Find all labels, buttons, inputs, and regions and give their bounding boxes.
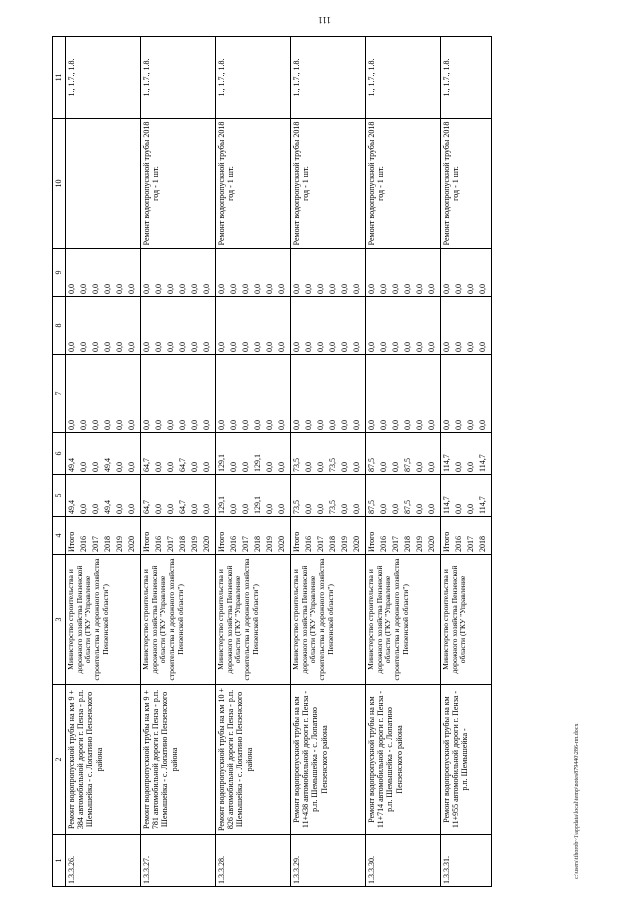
year-cell-value: Итого — [367, 531, 376, 552]
regional-cell-value: 73,5 — [292, 458, 301, 472]
total-cell-value: 129,1 — [217, 496, 226, 514]
regional-cell — [366, 433, 441, 475]
federal-cell-value: 0,0 — [415, 420, 424, 430]
other-cell-value: 0,0 — [367, 284, 376, 294]
regional-cell-value: 0,0 — [415, 462, 424, 472]
regional-cell-value: 0,0 — [202, 462, 211, 472]
total-cell-value: 0,0 — [379, 504, 388, 514]
total-cell-value: 0,0 — [466, 504, 475, 514]
local-cell-value: 0,0 — [454, 342, 463, 352]
federal-cell-value: 0,0 — [340, 420, 349, 430]
year-cell-value: 2017 — [391, 536, 400, 552]
other-cell-value: 0,0 — [328, 284, 337, 294]
year-cell-value: 2017 — [241, 536, 250, 552]
year-cell-value: 2020 — [277, 536, 286, 552]
local-cell-value: 0,0 — [91, 342, 100, 352]
federal-cell — [141, 355, 216, 433]
year-cell — [291, 517, 366, 555]
measure-name: Ремонт водопропускной трубы на км 9 + 384 автомобильной дороги г. Пенза - р.п. Шемышейка - с. Лопатино Пензенского района — [66, 685, 141, 835]
year-cell-value: 2018 — [253, 536, 262, 552]
other-cell-value: 0,0 — [103, 284, 112, 294]
local-cell-value: 0,0 — [190, 342, 199, 352]
regional-cell-value: 0,0 — [304, 462, 313, 472]
total-cell-value: 0,0 — [391, 504, 400, 514]
federal-cell-value: 0,0 — [127, 420, 136, 430]
rotated-page — [52, 0, 597, 895]
year-cell-value: 2018 — [178, 536, 187, 552]
other-cell-value: 0,0 — [142, 284, 151, 294]
year-cell-value: 2017 — [91, 536, 100, 552]
regional-cell-value: 0,0 — [316, 462, 325, 472]
federal-cell-value: 0,0 — [265, 420, 274, 430]
total-cell-value: 0,0 — [127, 504, 136, 514]
federal-cell — [366, 355, 441, 433]
total-cell-value: 0,0 — [340, 504, 349, 514]
result-note: Ремонт водопропускной трубы 2018 год - 1 шт. — [216, 119, 291, 249]
other-cell-value: 0,0 — [202, 284, 211, 294]
row-code: 1.3.3.28. — [216, 835, 291, 887]
file-path-footer: c:\users\tihorob~1\appdata\local\temp\notes879440\286-пп.docx — [574, 723, 580, 879]
local-cell-value: 0,0 — [478, 342, 487, 352]
measure-name: Ремонт водопропускной трубы на км 11+714 автомобильной дороги г. Пенза - р.п. Шемышейка - с. Лопатино Пензенского района — [366, 685, 441, 835]
other-cell — [216, 249, 291, 297]
total-cell-value: 0,0 — [115, 504, 124, 514]
other-cell — [366, 249, 441, 297]
regional-cell-value: 0,0 — [241, 462, 250, 472]
federal-cell-value: 0,0 — [67, 420, 76, 430]
other-cell — [66, 249, 141, 297]
other-cell-value: 0,0 — [178, 284, 187, 294]
federal-cell — [216, 355, 291, 433]
executor: Министерство строительства и дорожного хозяйства Пензенской области (ГКУ "Управление строительства и дорожного хозяйства Пензенской области") — [291, 555, 366, 685]
table-row — [141, 37, 216, 887]
other-cell-value: 0,0 — [241, 284, 250, 294]
year-cell-value: 2016 — [454, 536, 463, 552]
table-row — [66, 37, 141, 887]
regional-cell-value: 129,1 — [217, 454, 226, 472]
local-cell-value: 0,0 — [103, 342, 112, 352]
year-cell — [141, 517, 216, 555]
federal-cell-value: 0,0 — [367, 420, 376, 430]
local-cell-value: 0,0 — [316, 342, 325, 352]
federal-cell-value: 0,0 — [103, 420, 112, 430]
table-row — [441, 37, 492, 887]
local-cell — [216, 297, 291, 355]
regional-cell — [141, 433, 216, 475]
year-cell-value: 2020 — [352, 536, 361, 552]
other-cell-value: 0,0 — [478, 284, 487, 294]
col-header: 11 — [53, 37, 66, 119]
other-cell-value: 0,0 — [277, 284, 286, 294]
federal-cell-value: 0,0 — [253, 420, 262, 430]
regional-cell-value: 129,1 — [253, 454, 262, 472]
other-cell-value: 0,0 — [265, 284, 274, 294]
federal-cell-value: 0,0 — [478, 420, 487, 430]
federal-cell-value: 0,0 — [304, 420, 313, 430]
regional-cell — [291, 433, 366, 475]
local-cell-value: 0,0 — [265, 342, 274, 352]
regional-cell-value: 0,0 — [277, 462, 286, 472]
regional-cell-value: 0,0 — [190, 462, 199, 472]
regional-cell-value: 64,7 — [142, 458, 151, 472]
federal-cell-value: 0,0 — [391, 420, 400, 430]
year-cell-value: 2020 — [427, 536, 436, 552]
local-cell-value: 0,0 — [229, 342, 238, 352]
total-cell-value: 0,0 — [277, 504, 286, 514]
local-cell-value: 0,0 — [202, 342, 211, 352]
federal-cell-value: 0,0 — [292, 420, 301, 430]
year-cell-value: 2017 — [466, 536, 475, 552]
indicator-ref: 1., 1.7., 1.8. — [441, 37, 492, 119]
regional-cell-value: 114,7 — [478, 454, 487, 472]
total-cell-value: 114,7 — [478, 496, 487, 514]
year-cell-value: 2020 — [202, 536, 211, 552]
year-cell-value: 2016 — [379, 536, 388, 552]
measure-name: Ремонт водопропускной трубы на км 10 + 826 автомобильной дороги г. Пенза - р.п. Шемышейка - с. Лопатино Пензенского района — [216, 685, 291, 835]
regional-cell-value: 0,0 — [115, 462, 124, 472]
total-cell-value: 0,0 — [229, 504, 238, 514]
total-cell-value: 73,5 — [328, 500, 337, 514]
federal-cell-value: 0,0 — [352, 420, 361, 430]
local-cell-value: 0,0 — [127, 342, 136, 352]
regional-cell-value: 0,0 — [265, 462, 274, 472]
local-cell-value: 0,0 — [142, 342, 151, 352]
measure-name: Ремонт водопропускной трубы на км 9 + 781 автомобильной дороги г. Пенза - р.п. Шемышейка - с. Лопатино Пензенского района — [141, 685, 216, 835]
local-cell-value: 0,0 — [340, 342, 349, 352]
year-cell — [66, 517, 141, 555]
measure-name: Ремонт водопропускной трубы на км 11+438 автомобильной дороги г. Пенза - р.п. Шемышейка - с. Лопатино Пензенского района — [291, 685, 366, 835]
total-cell-value: 64,7 — [142, 500, 151, 514]
local-cell-value: 0,0 — [403, 342, 412, 352]
regional-cell-value: 0,0 — [79, 462, 88, 472]
local-cell — [291, 297, 366, 355]
other-cell-value: 0,0 — [190, 284, 199, 294]
program-table — [52, 36, 492, 887]
regional-cell — [216, 433, 291, 475]
total-cell-value: 87,5 — [367, 500, 376, 514]
regional-cell-value: 0,0 — [340, 462, 349, 472]
row-code: 1.3.3.27. — [141, 835, 216, 887]
col-header: 3 — [53, 555, 66, 685]
col-header: 2 — [53, 685, 66, 835]
regional-cell-value: 87,5 — [403, 458, 412, 472]
federal-cell-value: 0,0 — [403, 420, 412, 430]
federal-cell-value: 0,0 — [217, 420, 226, 430]
other-cell-value: 0,0 — [229, 284, 238, 294]
year-cell-value: 2018 — [103, 536, 112, 552]
local-cell — [141, 297, 216, 355]
total-cell-value: 0,0 — [316, 504, 325, 514]
year-cell-value: 2019 — [415, 536, 424, 552]
total-cell — [66, 475, 141, 517]
other-cell-value: 0,0 — [304, 284, 313, 294]
local-cell-value: 0,0 — [292, 342, 301, 352]
total-cell-value: 0,0 — [241, 504, 250, 514]
total-cell — [141, 475, 216, 517]
indicator-ref: 1., 1.7., 1.8. — [66, 37, 141, 119]
other-cell-value: 0,0 — [79, 284, 88, 294]
total-cell-value: 0,0 — [304, 504, 313, 514]
other-cell — [291, 249, 366, 297]
year-cell-value: 2017 — [316, 536, 325, 552]
total-cell-value: 87,5 — [403, 500, 412, 514]
federal-cell-value: 0,0 — [166, 420, 175, 430]
other-cell-value: 0,0 — [91, 284, 100, 294]
federal-cell-value: 0,0 — [154, 420, 163, 430]
table-row — [366, 37, 441, 887]
other-cell-value: 0,0 — [316, 284, 325, 294]
year-cell-value: Итого — [67, 531, 76, 552]
year-cell-value: 2018 — [403, 536, 412, 552]
other-cell-value: 0,0 — [340, 284, 349, 294]
other-cell-value: 0,0 — [379, 284, 388, 294]
local-cell-value: 0,0 — [415, 342, 424, 352]
local-cell-value: 0,0 — [328, 342, 337, 352]
year-cell-value: Итого — [217, 531, 226, 552]
indicator-ref: 1., 1.7., 1.8. — [216, 37, 291, 119]
executor: Министерство строительства и дорожного хозяйства Пензенской области (ГКУ "Управление строительства и дорожного хозяйства Пензенской области") — [216, 555, 291, 685]
total-cell — [441, 475, 492, 517]
year-cell-value: 2016 — [154, 536, 163, 552]
col-header: 1 — [53, 835, 66, 887]
regional-cell-value: 0,0 — [427, 462, 436, 472]
regional-cell-value: 0,0 — [229, 462, 238, 472]
total-cell — [216, 475, 291, 517]
year-cell-value: 2016 — [79, 536, 88, 552]
total-cell-value: 73,5 — [292, 500, 301, 514]
col-header: 9 — [53, 249, 66, 297]
col-header: 6 — [53, 433, 66, 475]
header-row — [53, 37, 66, 887]
federal-cell-value: 0,0 — [277, 420, 286, 430]
local-cell-value: 0,0 — [241, 342, 250, 352]
indicator-ref: 1., 1.7., 1.8. — [366, 37, 441, 119]
row-code: 1.3.3.29. — [291, 835, 366, 887]
result-note: Ремонт водопропускной трубы 2018 год - 1 шт. — [291, 119, 366, 249]
year-cell-value: 2017 — [166, 536, 175, 552]
total-cell-value: 0,0 — [154, 504, 163, 514]
federal-cell-value: 0,0 — [229, 420, 238, 430]
other-cell-value: 0,0 — [292, 284, 301, 294]
year-cell-value: 2019 — [340, 536, 349, 552]
other-cell-value: 0,0 — [217, 284, 226, 294]
regional-cell-value: 87,5 — [367, 458, 376, 472]
total-cell-value: 64,7 — [178, 500, 187, 514]
year-cell-value: Итого — [442, 531, 451, 552]
total-cell-value: 114,7 — [442, 496, 451, 514]
year-cell-value: 2018 — [328, 536, 337, 552]
regional-cell-value: 0,0 — [379, 462, 388, 472]
other-cell-value: 0,0 — [427, 284, 436, 294]
federal-cell-value: 0,0 — [190, 420, 199, 430]
federal-cell-value: 0,0 — [316, 420, 325, 430]
result-note: Ремонт водопропускной трубы 2018 год - 1 шт. — [441, 119, 492, 249]
total-cell-value: 0,0 — [166, 504, 175, 514]
executor: Министерство строительства и дорожного хозяйства Пензенской области (ГКУ "Управление строительства и дорожного хозяйства Пензенской области") — [141, 555, 216, 685]
year-cell-value: 2016 — [229, 536, 238, 552]
other-cell-value: 0,0 — [415, 284, 424, 294]
result-note: Ремонт водопропускной трубы 2018 год - 1 шт. — [141, 119, 216, 249]
regional-cell-value: 0,0 — [352, 462, 361, 472]
row-code: 1.3.3.30. — [366, 835, 441, 887]
local-cell-value: 0,0 — [253, 342, 262, 352]
other-cell-value: 0,0 — [466, 284, 475, 294]
local-cell-value: 0,0 — [379, 342, 388, 352]
col-header: 4 — [53, 517, 66, 555]
row-code: 1.3.3.26. — [66, 835, 141, 887]
federal-cell-value: 0,0 — [142, 420, 151, 430]
year-cell — [441, 517, 492, 555]
regional-cell-value: 0,0 — [154, 462, 163, 472]
other-cell-value: 0,0 — [67, 284, 76, 294]
year-cell-value: 2016 — [304, 536, 313, 552]
federal-cell-value: 0,0 — [379, 420, 388, 430]
other-cell — [441, 249, 492, 297]
local-cell-value: 0,0 — [367, 342, 376, 352]
total-cell-value: 0,0 — [91, 504, 100, 514]
regional-cell-value: 73,5 — [328, 458, 337, 472]
col-header: 5 — [53, 475, 66, 517]
table-body — [66, 37, 492, 887]
measure-name: Ремонт водопропускной трубы на км 11+955 автомобильной дороги г. Пенза - р.п. Шемышейка - — [441, 685, 492, 835]
total-cell — [366, 475, 441, 517]
federal-cell-value: 0,0 — [454, 420, 463, 430]
local-cell-value: 0,0 — [391, 342, 400, 352]
local-cell-value: 0,0 — [277, 342, 286, 352]
federal-cell-value: 0,0 — [328, 420, 337, 430]
regional-cell-value: 0,0 — [127, 462, 136, 472]
other-cell-value: 0,0 — [127, 284, 136, 294]
regional-cell-value: 114,7 — [442, 454, 451, 472]
other-cell-value: 0,0 — [154, 284, 163, 294]
regional-cell-value: 0,0 — [454, 462, 463, 472]
executor: Министерство строительства и дорожного хозяйства Пензенской области (ГКУ "Управление строительства и дорожного хозяйства Пензенской области") — [66, 555, 141, 685]
other-cell-value: 0,0 — [115, 284, 124, 294]
federal-cell-value: 0,0 — [466, 420, 475, 430]
total-cell-value: 0,0 — [265, 504, 274, 514]
other-cell-value: 0,0 — [403, 284, 412, 294]
other-cell-value: 0,0 — [442, 284, 451, 294]
federal-cell-value: 0,0 — [202, 420, 211, 430]
year-cell-value: 2019 — [190, 536, 199, 552]
local-cell-value: 0,0 — [115, 342, 124, 352]
local-cell-value: 0,0 — [178, 342, 187, 352]
indicator-ref: 1., 1.7., 1.8. — [141, 37, 216, 119]
local-cell — [366, 297, 441, 355]
total-cell-value: 0,0 — [427, 504, 436, 514]
year-cell-value: 2019 — [265, 536, 274, 552]
other-cell-value: 0,0 — [253, 284, 262, 294]
federal-cell — [66, 355, 141, 433]
total-cell-value: 0,0 — [352, 504, 361, 514]
total-cell-value: 0,0 — [415, 504, 424, 514]
local-cell-value: 0,0 — [304, 342, 313, 352]
other-cell-value: 0,0 — [391, 284, 400, 294]
col-header: 7 — [53, 355, 66, 433]
total-cell-value: 0,0 — [190, 504, 199, 514]
total-cell-value: 0,0 — [79, 504, 88, 514]
other-cell-value: 0,0 — [166, 284, 175, 294]
federal-cell — [291, 355, 366, 433]
regional-cell-value: 49,4 — [67, 458, 76, 472]
local-cell-value: 0,0 — [166, 342, 175, 352]
federal-cell — [441, 355, 492, 433]
executor: Министерство строительства и дорожного хозяйства Пензенской области (ГКУ "Управление строительства и дорожного хозяйства Пензенской области") — [366, 555, 441, 685]
federal-cell-value: 0,0 — [79, 420, 88, 430]
year-cell-value: 2018 — [478, 536, 487, 552]
regional-cell-value: 49,4 — [103, 458, 112, 472]
total-cell-value: 0,0 — [454, 504, 463, 514]
local-cell-value: 0,0 — [352, 342, 361, 352]
local-cell-value: 0,0 — [427, 342, 436, 352]
year-cell-value: 2020 — [127, 536, 136, 552]
federal-cell-value: 0,0 — [115, 420, 124, 430]
regional-cell — [66, 433, 141, 475]
regional-cell-value: 64,7 — [178, 458, 187, 472]
other-cell-value: 0,0 — [454, 284, 463, 294]
total-cell-value: 49,4 — [103, 500, 112, 514]
regional-cell-value: 0,0 — [91, 462, 100, 472]
other-cell — [141, 249, 216, 297]
federal-cell-value: 0,0 — [427, 420, 436, 430]
year-cell — [366, 517, 441, 555]
local-cell-value: 0,0 — [154, 342, 163, 352]
result-note: Ремонт водопропускной трубы 2018 год - 1 шт. — [366, 119, 441, 249]
year-cell-value: Итого — [142, 531, 151, 552]
local-cell — [66, 297, 141, 355]
year-cell — [216, 517, 291, 555]
total-cell-value: 0,0 — [202, 504, 211, 514]
table-row — [216, 37, 291, 887]
federal-cell-value: 0,0 — [91, 420, 100, 430]
local-cell-value: 0,0 — [217, 342, 226, 352]
local-cell-value: 0,0 — [79, 342, 88, 352]
federal-cell-value: 0,0 — [442, 420, 451, 430]
table-row — [291, 37, 366, 887]
other-cell-value: 0,0 — [352, 284, 361, 294]
local-cell-value: 0,0 — [466, 342, 475, 352]
local-cell-value: 0,0 — [67, 342, 76, 352]
local-cell — [441, 297, 492, 355]
total-cell — [291, 475, 366, 517]
page-number: 111 — [318, 15, 331, 25]
year-cell-value: Итого — [292, 531, 301, 552]
federal-cell-value: 0,0 — [178, 420, 187, 430]
regional-cell-value: 0,0 — [166, 462, 175, 472]
total-cell-value: 49,4 — [67, 500, 76, 514]
total-cell-value: 129,1 — [253, 496, 262, 514]
result-note — [66, 119, 141, 249]
federal-cell-value: 0,0 — [241, 420, 250, 430]
indicator-ref: 1., 1.7., 1.8. — [291, 37, 366, 119]
col-header: 10 — [53, 119, 66, 249]
col-header: 8 — [53, 297, 66, 355]
regional-cell-value: 0,0 — [391, 462, 400, 472]
row-code: 1.3.3.31. — [441, 835, 492, 887]
regional-cell — [441, 433, 492, 475]
year-cell-value: 2019 — [115, 536, 124, 552]
local-cell-value: 0,0 — [442, 342, 451, 352]
executor: Министерство строительства и дорожного хозяйства Пензенской области (ГКУ "Управление — [441, 555, 492, 685]
regional-cell-value: 0,0 — [466, 462, 475, 472]
